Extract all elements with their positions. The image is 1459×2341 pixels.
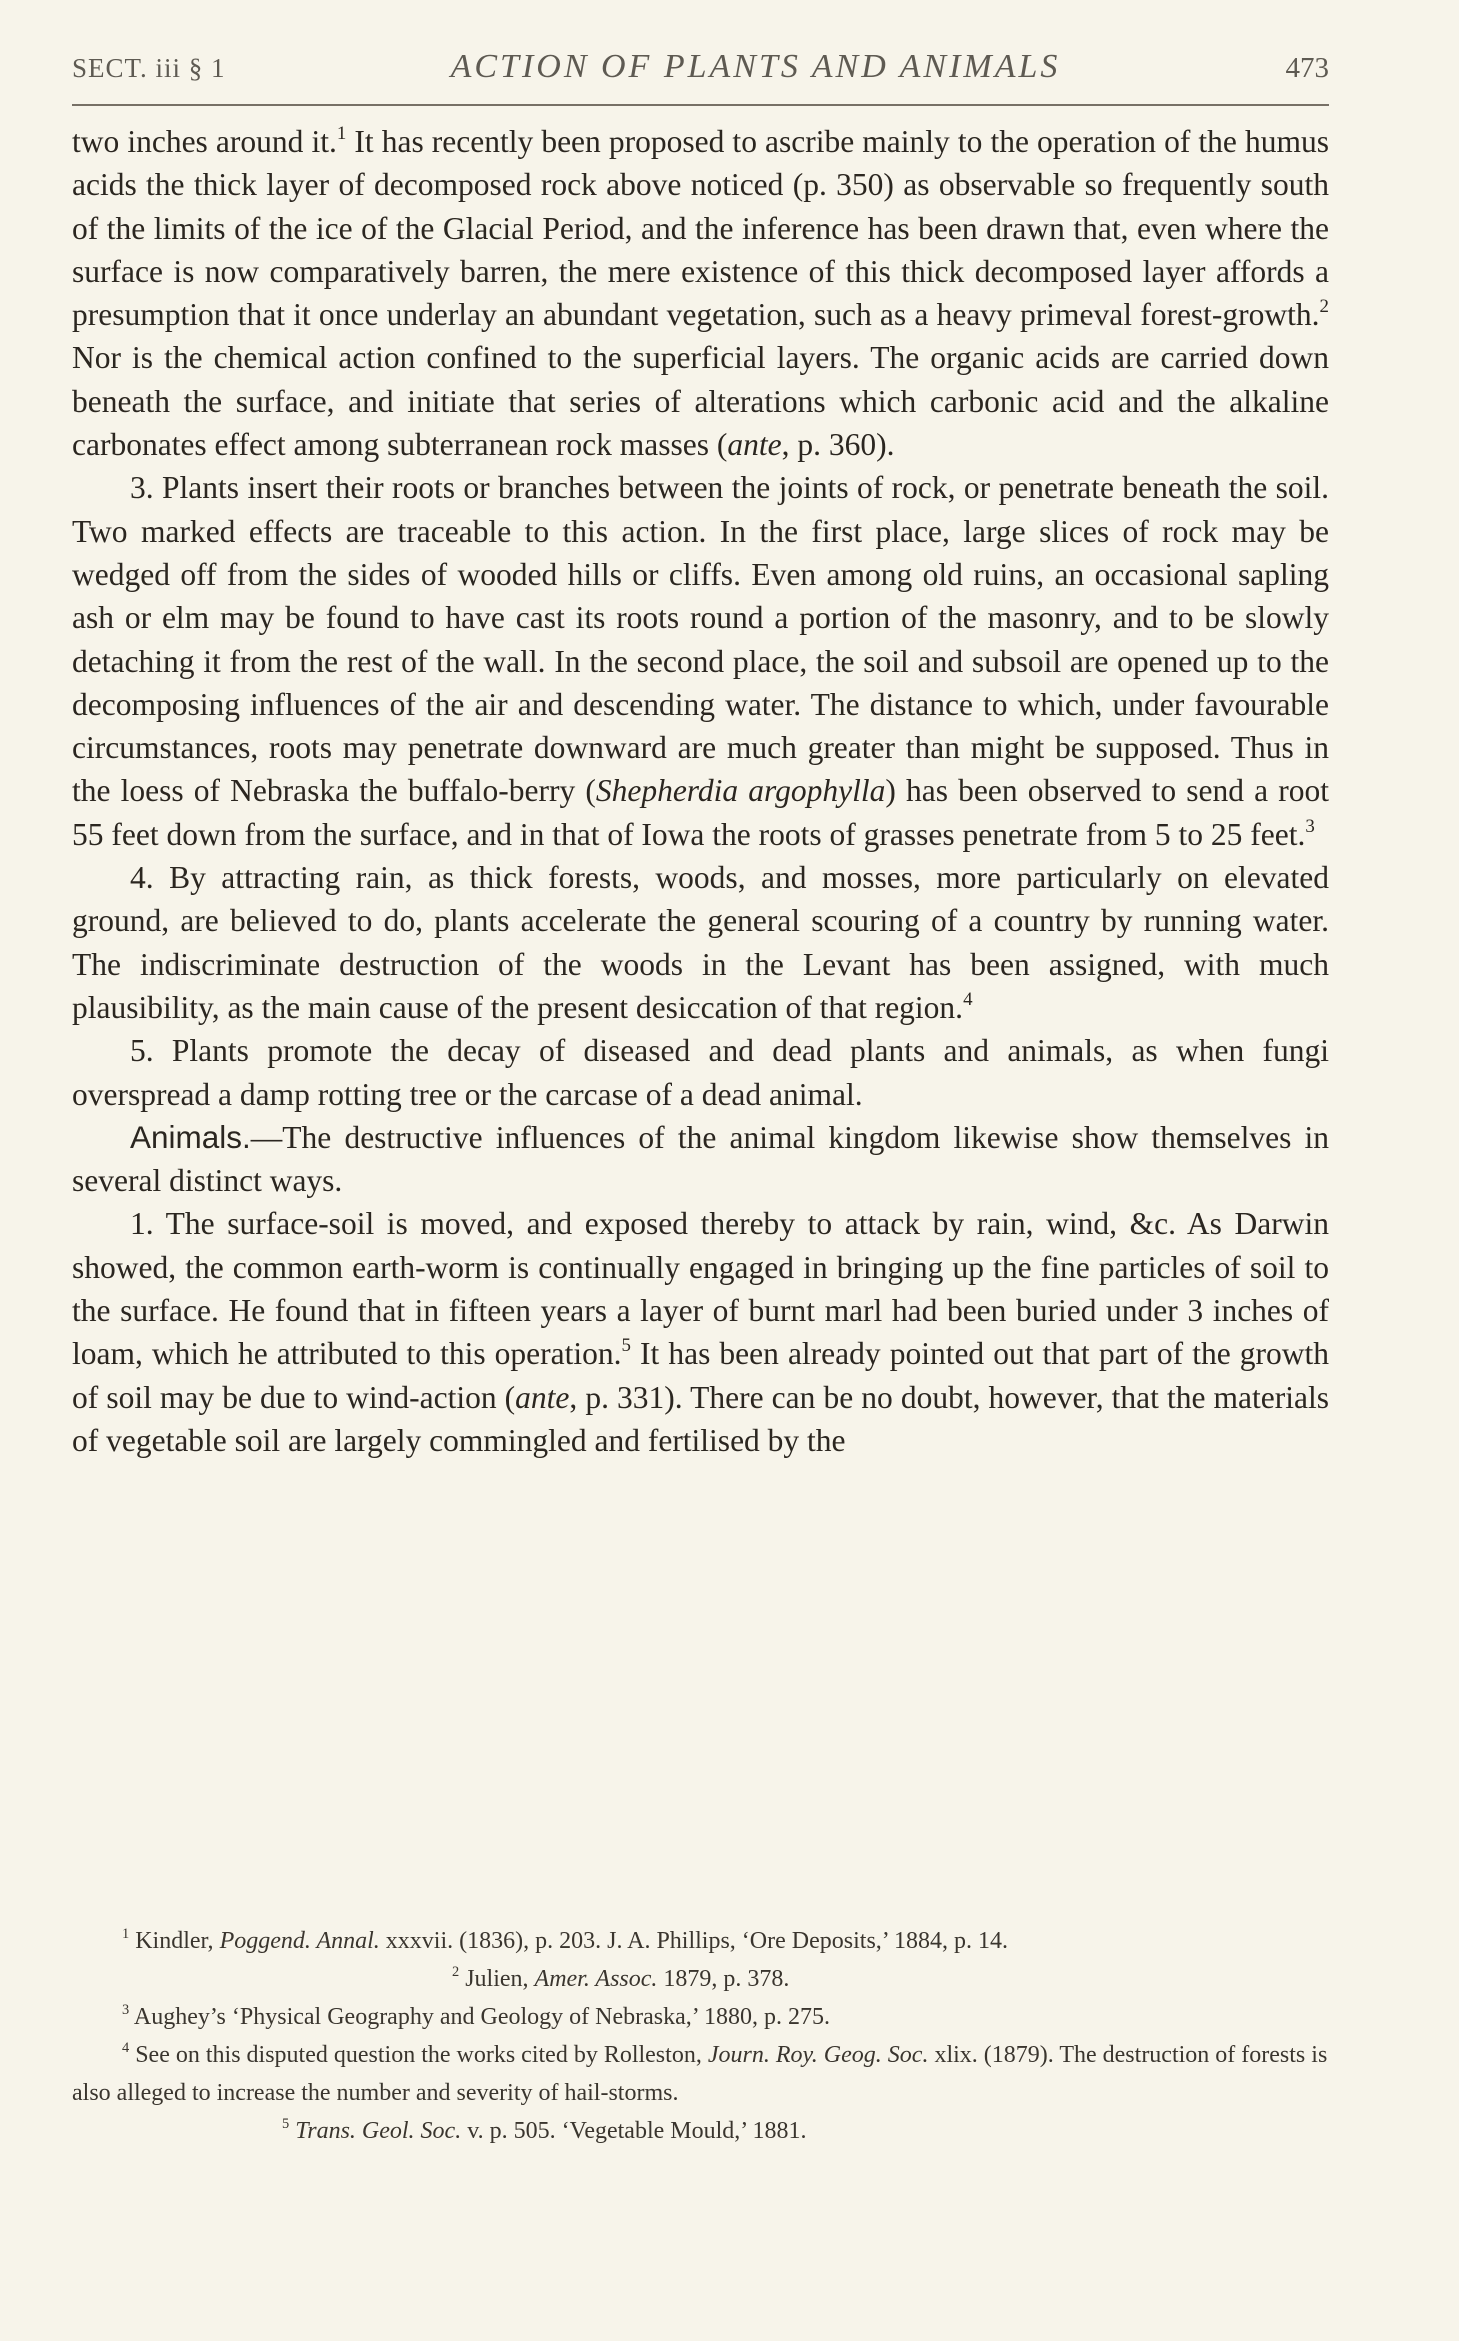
running-header [72, 48, 1329, 86]
footnote: $^4$ See on this disputed question the works cited by Rolleston, Journ. Roy. Geog. Soc. xlix. (1879). The destruction of forests is also alleged to increase the number and severity of hail-storms. $^5$ Trans. Geol. Soc. v. p. 505. ‘Vegetable Mould,’ 1881. [72, 2039, 1328, 2144]
footnote-ref[interactable]: 4 [963, 988, 973, 1010]
paragraph: 1. The surface-soil is moved, and exposed thereby to attack by rain, wind, &c. As Darwin showed, the common earth-worm is continually engaged in bringing up the fine particles of soil to the surface. He found that in fifteen years a layer of burnt marl had been buried under 3 inches of loam, which he attributed to this operation.$^5$ It has been already pointed out that part of the growth of soil may be due to wind-action (ante, p. 331). There can be no doubt, however, that the materials of vegetable soil are largely commingled and fertilised by the [72, 1206, 1329, 1458]
footnote-ref[interactable]: 3 [1305, 815, 1315, 837]
header-rule [72, 104, 1329, 106]
page-number: 473 [1285, 52, 1329, 84]
footnote: $^3$ Aughey’s ‘Physical Geography and Geology of Nebraska,’ 1880, p. 275. [122, 2001, 830, 2030]
footnote-ref[interactable]: 1 [336, 122, 347, 144]
section-label: SECT. iii § 1 [72, 53, 226, 83]
paragraph: two inches around it.$^1$ It has recently been proposed to ascribe mainly to the operation of the humus acids the thick layer of decomposed rock above noticed (p. 350) as observable so frequently south of the limits of the ice of the Glacial Period, and the inference has been drawn that, even where the surface is now comparatively barren, the mere existence of this thick decomposed layer affords a presumption that it once underlay an abundant vegetation, such as a heavy primeval forest-growth.$^2$ Nor is the chemical action confined to the superficial layers. The organic acids are carried down beneath the surface, and initiate that series of alterations which carbonic acid and the alkaline carbonates effect among subterranean rock masses (ante, p. 360). [72, 122, 1329, 463]
paragraph: 4. By attracting rain, as thick forests, woods, and mosses, more particularly on elevated ground, are believed to do, plants accelerate the general scouring of a country by running water. The indiscriminate destruction of the woods in the Levant has been assigned, with much plausibility, as the main cause of the present desiccation of that region.$^4$ [72, 860, 1329, 1025]
main-text [72, 120, 1329, 1462]
running-title: ACTION OF PLANTS AND ANIMALS [450, 48, 1061, 85]
footnotes [72, 1922, 1329, 2150]
footnote: $^1$ Kindler, Poggend. Annal. xxxvii. (1836), p. 203. J. A. Phillips, ‘Ore Deposits,’ 1884, p. 14. $^2$ Julien, Amer. Assoc. 1879, p. 378. [122, 1925, 1008, 1992]
footnote-ref[interactable]: 5 [621, 1335, 631, 1357]
section-heading: Animals. [130, 1118, 251, 1155]
paragraph: Animals.—The destructive influences of the animal kingdom likewise show themselves in several distinct ways. [72, 1118, 1329, 1199]
paragraph: 3. Plants insert their roots or branches between the joints of rock, or penetrate beneath the soil. Two marked effects are traceable to this action. In the first place, large slices of rock may be wedged off from the sides of wooded hills or cliffs. Even among old ruins, an occasional sapling ash or elm may be found to have cast its roots round a portion of the masonry, and to be slowly detaching it from the rest of the wall. In the second place, the soil and subsoil are opened up to the decomposing influences of the air and descending water. The distance to which, under favourable circumstances, roots may penetrate downward are much greater than might be supposed. Thus in the loess of Nebraska the buffalo-berry (Shepherdia argophylla) has been observed to send a root 55 feet down from the surface, and in that of Iowa the roots of grasses penetrate from 5 to 25 feet.$^3$ [72, 470, 1329, 852]
paragraph: 5. Plants promote the decay of diseased and dead plants and animals, as when fungi overspread a damp rotting tree or the carcase of a dead animal. [72, 1033, 1329, 1112]
footnote-ref[interactable]: 2 [1319, 295, 1329, 317]
